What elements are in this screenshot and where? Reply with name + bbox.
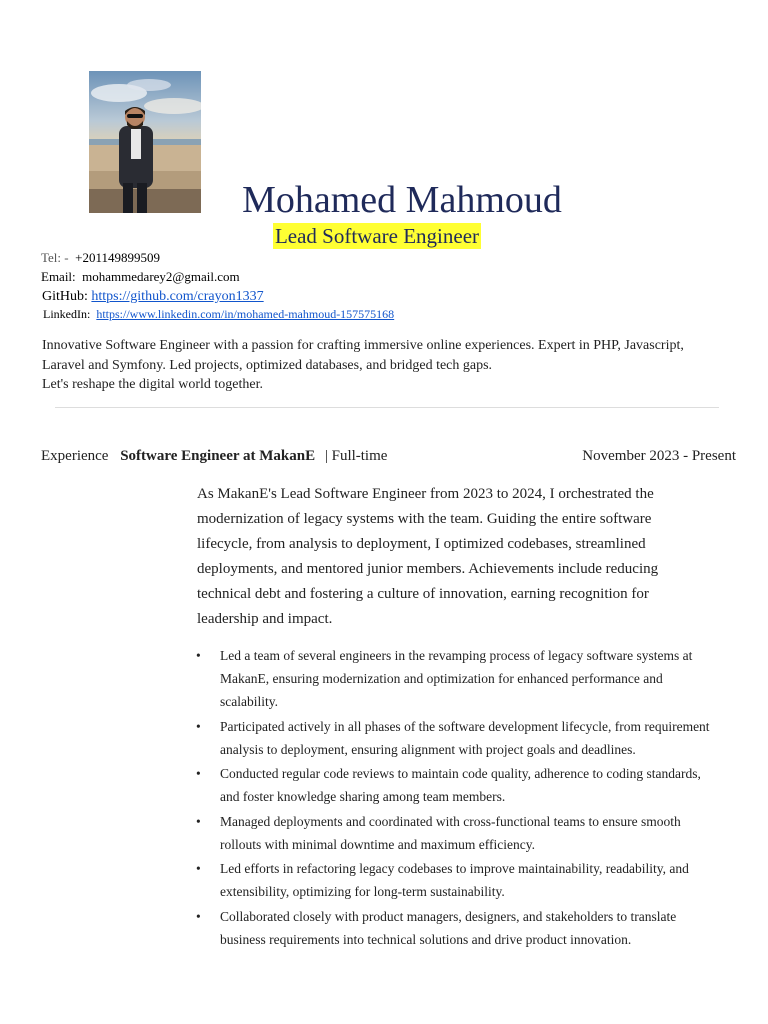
bullet-icon: • (196, 766, 201, 781)
profile-summary (42, 336, 722, 395)
contact-github (42, 288, 264, 306)
email-label: Email: (41, 269, 76, 284)
job-description (197, 482, 687, 632)
contact-tel (41, 250, 160, 266)
job-type: | Full-time (324, 448, 388, 464)
list-item (196, 857, 721, 903)
github-label: GitHub: (42, 289, 88, 304)
linkedin-label: LinkedIn: (43, 307, 91, 321)
bullet-icon: • (196, 648, 201, 663)
experience-header (41, 447, 736, 465)
list-item-text: Collaborated closely with product managers, designers, and stakeholders to translate business requirements into technical solutions and drive product innovation. (220, 908, 677, 947)
linkedin-link[interactable]: https://www.linkedin.com/in/mohamed-mahmoud-157575168 (96, 307, 395, 321)
email-value: mohammedarey2@gmail.com (82, 269, 240, 284)
list-item (196, 905, 721, 951)
job-title: Software Engineer at MakanE (120, 448, 316, 464)
role-wrapper (160, 223, 594, 249)
list-item-text: Managed deployments and coordinated with cross-functional teams to ensure smooth rollouts with minimal downtime and maximum efficiency. (220, 813, 681, 852)
contact-email (41, 269, 240, 285)
job-achievements-list (196, 644, 721, 952)
list-item-text: Led a team of several engineers in the revamping process of legacy software systems at MakanE, ensuring modernization and optimization for enhanced performance and scalability. (220, 648, 693, 709)
github-link[interactable]: https://github.com/crayon1337 (91, 289, 264, 304)
summary-paragraph: Innovative Software Engineer with a passion for crafting immersive online experiences. Expert in PHP, Javascript, Laravel and Symfony. Led projects, optimized databases, and bridged tech gaps. (42, 338, 684, 373)
tel-label: Tel: - (41, 250, 69, 265)
summary-closing: Let's reshape the digital world together. (42, 377, 264, 392)
job-description-text: As MakanE's Lead Software Engineer from 2023 to 2024, I orchestrated the modernization of legacy systems with the team. Guiding the entire software lifecycle, from analysis to deployment, I optimized codebases, streamlined deployments, and mentored junior members. Achievements include reducing technical debt and fostering a culture of innovation, earning recognition for leadership and impact. (197, 486, 659, 627)
bullet-icon: • (196, 861, 201, 876)
list-item (196, 644, 721, 713)
section-divider (55, 407, 719, 408)
list-item (196, 810, 721, 856)
candidate-name: Mohamed Mahmoud (242, 179, 562, 221)
list-item (196, 715, 721, 761)
list-item (196, 762, 721, 808)
bullet-icon: • (196, 813, 201, 829)
experience-section-label: Experience (41, 448, 109, 464)
list-item-text: Participated actively in all phases of the software development lifecycle, from requirement analysis to deployment, ensuring alignment with project goals and deadlines. (220, 718, 710, 757)
tel-value: +201149899509 (75, 250, 160, 265)
contact-linkedin (43, 306, 394, 322)
candidate-role: Lead Software Engineer (274, 224, 480, 248)
job-dates: November 2023 - Present (582, 448, 736, 464)
bullet-icon: • (196, 908, 201, 924)
bullet-icon: • (196, 718, 201, 734)
list-item-text: Conducted regular code reviews to maintain code quality, adherence to coding standards, and foster knowledge sharing among team members. (220, 766, 701, 804)
list-item-text: Led efforts in refactoring legacy codebases to improve maintainability, readability, and extensibility, optimizing for long-term sustainability. (220, 861, 689, 899)
